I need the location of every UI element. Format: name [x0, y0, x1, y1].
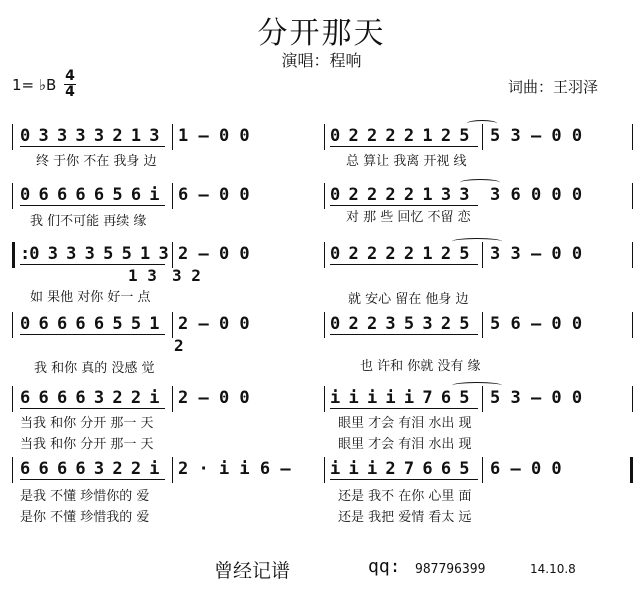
footer-qq-label: qq: — [368, 556, 401, 577]
row-6-lyric-right-1: 还是 我不 在你 心里 面 — [338, 489, 472, 504]
row-1-measure-2: 1 – 0 0 — [178, 126, 250, 146]
row-4-lyric-left: 我 和你 真的 没感 觉 — [34, 361, 155, 376]
row-4-measure-1: 0 6 6 6 6 5 5 1 — [20, 314, 159, 334]
time-signature-bottom: 4 — [65, 84, 75, 100]
row-5-measure-4: 5 3 – 0 0 — [490, 388, 583, 408]
row-2-lyric-right: 对 那 些 回忆 不留 恋 — [346, 210, 471, 225]
footer-transcriber: 曾经记谱 — [214, 560, 291, 582]
row-3-extra-notes-left: 1 3 — [128, 266, 157, 285]
row-4-measure-4: 5 6 – 0 0 — [490, 314, 583, 334]
staff-row-1 — [12, 124, 633, 150]
time-signature-top: 4 — [65, 68, 75, 84]
row-5-measure-3: i i i i i 7 6 5 — [330, 388, 469, 408]
row-6-measure-1: 6 6 6 6 3 2 2 i — [20, 459, 159, 479]
staff-row-5 — [12, 386, 633, 412]
row-6-lyric-left-2: 是你 不懂 珍惜我的 爱 — [20, 510, 150, 525]
row-1-measure-3: 0 2 2 2 2 1 2 5 — [330, 126, 469, 146]
row-6-measure-4: 6 – 0 0 — [490, 459, 562, 479]
row-2-measure-4: 3 6 0 0 0 — [490, 185, 583, 205]
row-1-measure-4: 5 3 – 0 0 — [490, 126, 583, 146]
row-3-extra-notes-mid: 3 2 — [172, 266, 201, 285]
footer-date: 14.10.8 — [530, 562, 576, 576]
row-2-measure-2: 6 – 0 0 — [178, 185, 250, 205]
row-4-measure-2: 2 – 0 0 — [178, 314, 250, 334]
row-6-measure-3: i i i 2 7 6 6 5 — [330, 459, 469, 479]
row-3-measure-2: 2 – 0 0 — [178, 244, 250, 264]
row-3-measure-3: 0 2 2 2 2 1 2 5 — [330, 244, 469, 264]
time-signature — [64, 70, 76, 99]
row-5-lyric-left-2: 当我 和你 分开 那一 天 — [20, 437, 154, 452]
row-5-measure-2: 2 – 0 0 — [178, 388, 250, 408]
staff-row-3 — [12, 242, 633, 268]
row-1-lyric-left: 终 于你 不在 我身 边 — [36, 154, 157, 169]
row-6-lyric-right-2: 还是 我把 爱情 看太 远 — [338, 510, 472, 525]
row-3-measure-1: :0 3 3 3 5 5 1 3 — [20, 244, 168, 264]
row-6-lyric-left-1: 是我 不懂 珍惜你的 爱 — [20, 489, 150, 504]
row-5-measure-1: 6 6 6 6 3 2 2 i — [20, 388, 159, 408]
row-3-measure-4: 3 3 – 0 0 — [490, 244, 583, 264]
row-1-measure-1: 0 3 3 3 3 2 1 3 — [20, 126, 159, 146]
row-3-lyric-right: 就 安心 留在 他身 边 — [348, 292, 469, 307]
singer-credit: 演唱：程响 — [281, 51, 362, 70]
key-signature: 1= ♭B — [12, 76, 57, 94]
footer-qq-number: 987796399 — [415, 562, 486, 577]
row-3-lyric-left: 如 果他 对你 好一 点 — [30, 290, 151, 305]
row-2-measure-3: 0 2 2 2 2 1 3 3 — [330, 185, 469, 205]
row-1-lyric-right: 总 算让 我离 开视 线 — [346, 154, 467, 169]
row-5-lyric-right-1: 眼里 才会 有泪 水出 现 — [338, 416, 472, 431]
staff-row-4 — [12, 312, 633, 338]
row-6-measure-2: 2 · i i 6 – — [178, 459, 291, 479]
row-2-measure-1: 0 6 6 6 6 5 6 i — [20, 185, 159, 205]
row-4-measure-3: 0 2 2 3 5 3 2 5 — [330, 314, 469, 334]
composer-credit: 词曲：王羽泽 — [508, 78, 599, 96]
row-4-lyric-right: 也 许和 你就 没有 缘 — [360, 359, 481, 374]
row-5-lyric-right-2: 眼里 才会 有泪 水出 现 — [338, 437, 472, 452]
staff-row-6 — [12, 457, 633, 483]
song-title: 分开那天 — [257, 16, 386, 51]
row-4-extra-notes-mid: 2 — [174, 336, 184, 355]
row-5-lyric-left-1: 当我 和你 分开 那一 天 — [20, 416, 154, 431]
row-2-lyric-left: 我 们不可能 再续 缘 — [30, 214, 147, 229]
staff-row-2 — [12, 183, 633, 209]
